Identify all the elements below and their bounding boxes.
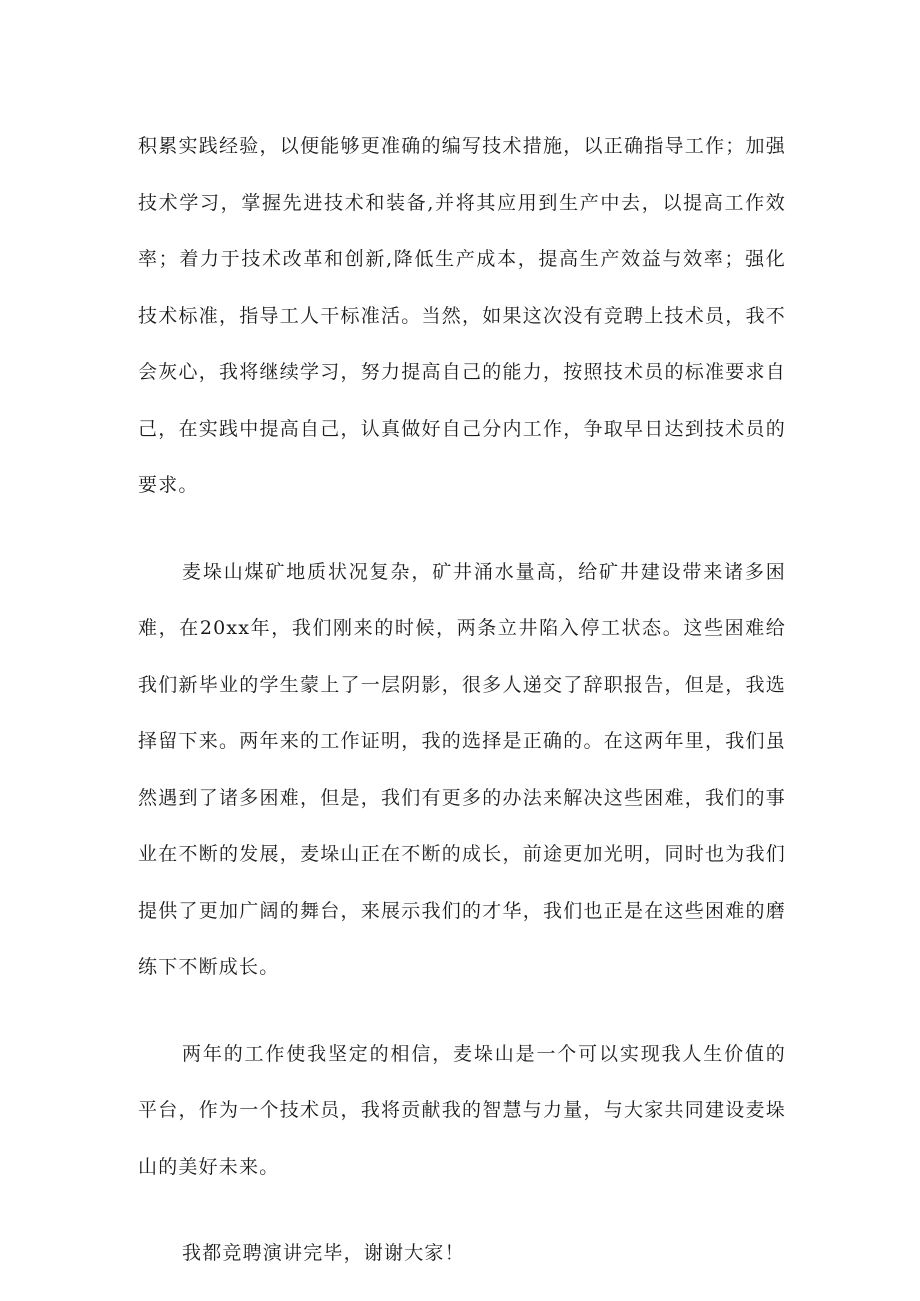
document-body (138, 118, 786, 1282)
paragraph-closing: 我都竞聘演讲完毕，谢谢大家！ (182, 1242, 465, 1264)
paragraph-belief: 两年的工作使我坚定的相信，麦垛山是一个可以实现我人生价值的平台，作为一个技术员，我将贡献我的智慧与力量，与大家共同建设麦垛山的美好未来。 (138, 1042, 786, 1178)
paragraph-maiduoshan-difficulties: 麦垛山煤矿地质状况复杂，矿井涌水量高，给矿井建设带来诸多困难，在20xx年，我们刚来的时候，两条立井陷入停工状态。这些困难给我们新毕业的学生蒙上了一层阴影，很多人递交了辞职报告，但是，我选择留下来。两年来的工作证明，我的选择是正确的。在这两年里，我们虽然遇到了诸多困难，但是，我们有更多的办法来解决这些困难，我们的事业在不断的发展，麦垛山正在不断的成长，前途更加光明，同时也为我们提供了更加广阔的舞台，来展示我们的才华，我们也正是在这些困难的磨练下不断成长。 (138, 560, 786, 978)
paragraph-continuation: 积累实践经验，以便能够更准确的编写技术措施，以正确指导工作；加强技术学习，掌握先进技术和装备,并将其应用到生产中去，以提高工作效率；着力于技术改革和创新,降低生产成本，提高生产效益与效率；强化技术标准，指导工人干标准活。当然，如果这次没有竞聘上技术员，我不会灰心，我将继续学习，努力提高自己的能力，按照技术员的标准要求自己，在实践中提高自己，认真做好自己分内工作，争取早日达到技术员的要求。 (138, 135, 786, 496)
